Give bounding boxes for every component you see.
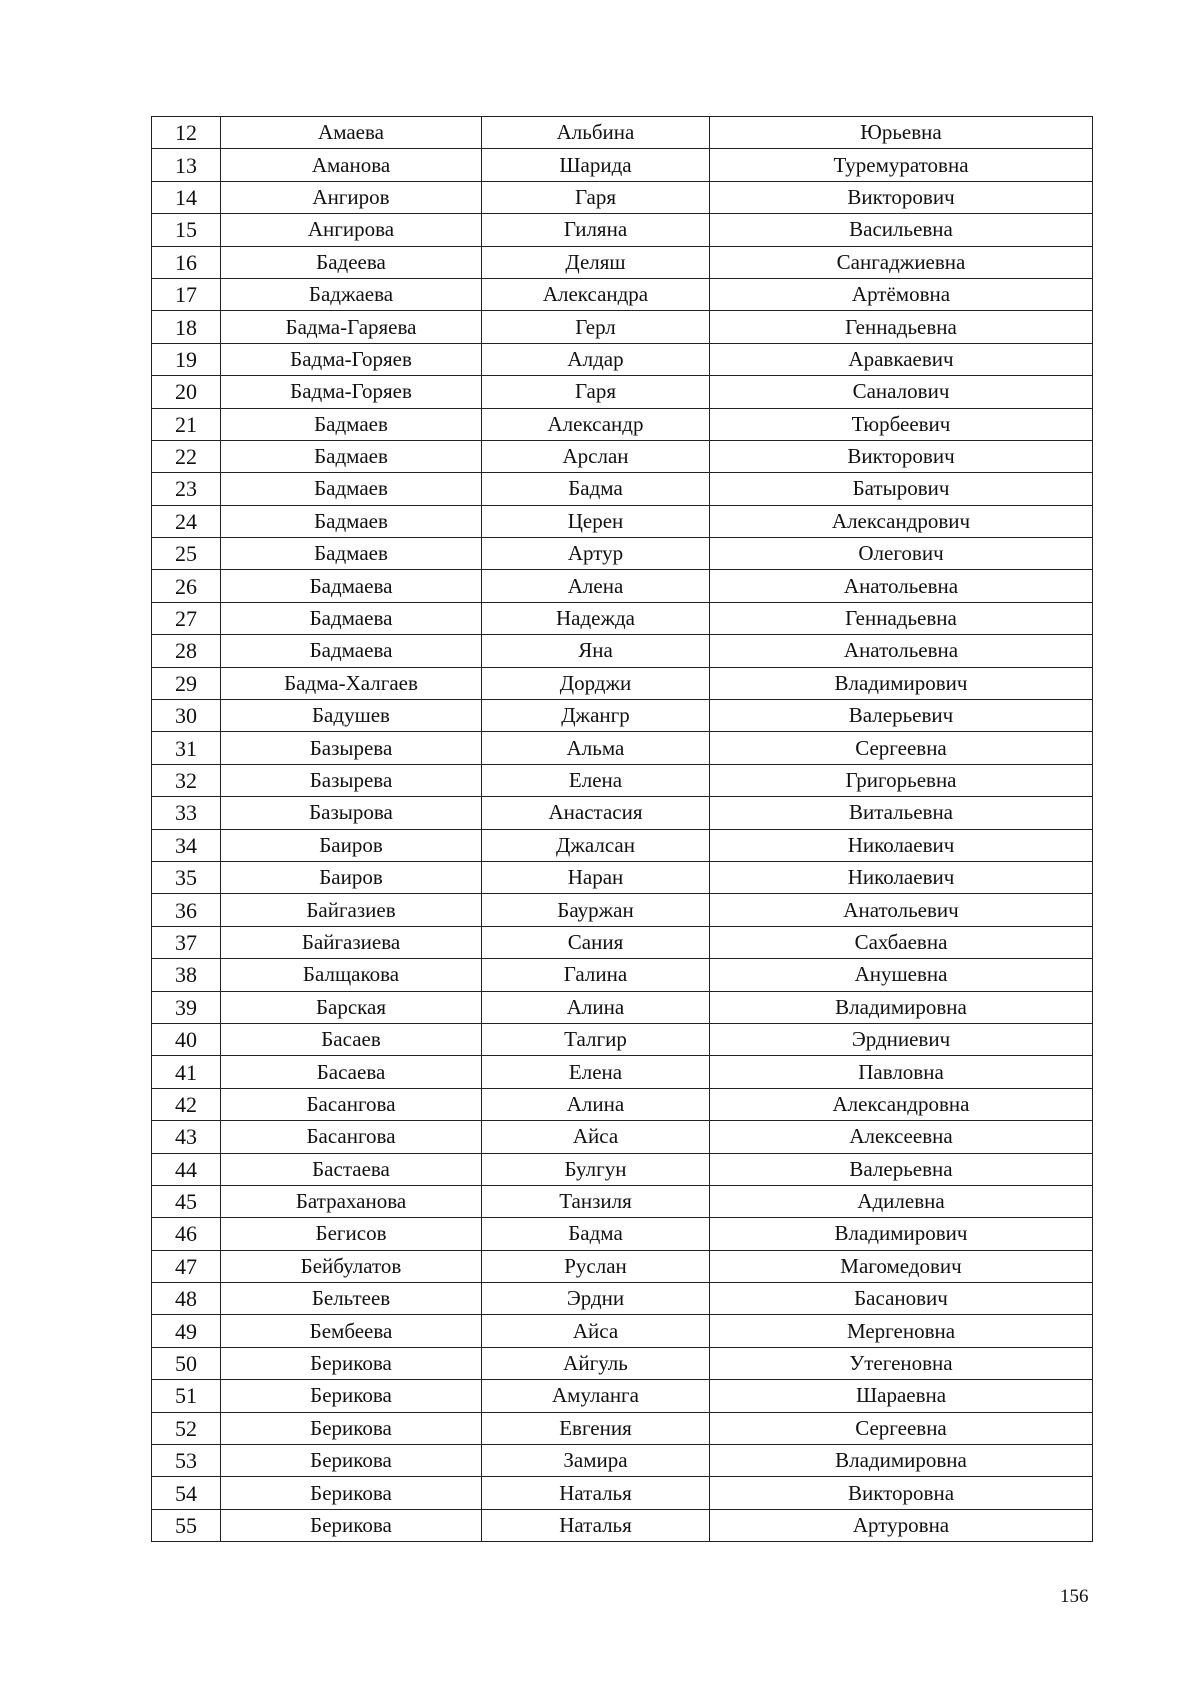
- table-row: [152, 797, 1093, 829]
- first-name-cell: Руслан: [482, 1250, 710, 1282]
- table-row: [152, 1218, 1093, 1250]
- first-name-cell: Бадма: [482, 473, 710, 505]
- last-name-cell: Бадма-Горяев: [221, 376, 482, 408]
- last-name-cell: Бембеева: [221, 1315, 482, 1347]
- row-number-cell: 19: [152, 343, 221, 375]
- last-name-cell: Бадма-Гаряева: [221, 311, 482, 343]
- last-name-cell: Берикова: [221, 1509, 482, 1541]
- last-name-cell: Базырева: [221, 764, 482, 796]
- first-name-cell: Талгир: [482, 1023, 710, 1055]
- row-number-cell: 33: [152, 797, 221, 829]
- first-name-cell: Гаря: [482, 376, 710, 408]
- row-number-cell: 29: [152, 667, 221, 699]
- row-number-cell: 55: [152, 1509, 221, 1541]
- last-name-cell: Басангова: [221, 1088, 482, 1120]
- last-name-cell: Бадмаев: [221, 538, 482, 570]
- table-row: [152, 732, 1093, 764]
- row-number-cell: 39: [152, 991, 221, 1023]
- first-name-cell: Джангр: [482, 700, 710, 732]
- last-name-cell: Бадушев: [221, 700, 482, 732]
- first-name-cell: Булгун: [482, 1153, 710, 1185]
- row-number-cell: 44: [152, 1153, 221, 1185]
- first-name-cell: Альма: [482, 732, 710, 764]
- last-name-cell: Батраханова: [221, 1185, 482, 1217]
- last-name-cell: Ангиров: [221, 181, 482, 213]
- first-name-cell: Герл: [482, 311, 710, 343]
- first-name-cell: Амуланга: [482, 1380, 710, 1412]
- first-name-cell: Наран: [482, 861, 710, 893]
- patronymic-cell: Мергеновна: [710, 1315, 1093, 1347]
- row-number-cell: 22: [152, 440, 221, 472]
- names-table: [151, 116, 1093, 1542]
- row-number-cell: 31: [152, 732, 221, 764]
- patronymic-cell: Геннадьевна: [710, 602, 1093, 634]
- patronymic-cell: Сергеевна: [710, 732, 1093, 764]
- last-name-cell: Байгазиев: [221, 894, 482, 926]
- first-name-cell: Алина: [482, 1088, 710, 1120]
- patronymic-cell: Туремуратовна: [710, 149, 1093, 181]
- table-row: [152, 181, 1093, 213]
- patronymic-cell: Николаевич: [710, 861, 1093, 893]
- first-name-cell: Наталья: [482, 1477, 710, 1509]
- patronymic-cell: Магомедович: [710, 1250, 1093, 1282]
- first-name-cell: Церен: [482, 505, 710, 537]
- table-row: [152, 117, 1093, 149]
- table-row: [152, 1185, 1093, 1217]
- names-table-body: [152, 117, 1093, 1542]
- patronymic-cell: Сахбаевна: [710, 926, 1093, 958]
- patronymic-cell: Басанович: [710, 1283, 1093, 1315]
- table-row: [152, 635, 1093, 667]
- patronymic-cell: Адилевна: [710, 1185, 1093, 1217]
- first-name-cell: Эрдни: [482, 1283, 710, 1315]
- table-row: [152, 764, 1093, 796]
- table-row: [152, 1380, 1093, 1412]
- first-name-cell: Александр: [482, 408, 710, 440]
- page-number: 156: [1060, 1586, 1089, 1607]
- patronymic-cell: Владимирович: [710, 1218, 1093, 1250]
- first-name-cell: Айса: [482, 1315, 710, 1347]
- row-number-cell: 24: [152, 505, 221, 537]
- first-name-cell: Деляш: [482, 246, 710, 278]
- first-name-cell: Галина: [482, 959, 710, 991]
- row-number-cell: 35: [152, 861, 221, 893]
- patronymic-cell: Александрович: [710, 505, 1093, 537]
- last-name-cell: Баиров: [221, 861, 482, 893]
- first-name-cell: Айса: [482, 1121, 710, 1153]
- first-name-cell: Евгения: [482, 1412, 710, 1444]
- table-row: [152, 408, 1093, 440]
- row-number-cell: 52: [152, 1412, 221, 1444]
- first-name-cell: Наталья: [482, 1509, 710, 1541]
- last-name-cell: Бадмаева: [221, 635, 482, 667]
- patronymic-cell: Сангаджиевна: [710, 246, 1093, 278]
- last-name-cell: Амаева: [221, 117, 482, 149]
- table-row: [152, 1250, 1093, 1282]
- patronymic-cell: Викторович: [710, 440, 1093, 472]
- last-name-cell: Бастаева: [221, 1153, 482, 1185]
- row-number-cell: 16: [152, 246, 221, 278]
- row-number-cell: 49: [152, 1315, 221, 1347]
- patronymic-cell: Сергеевна: [710, 1412, 1093, 1444]
- table-row: [152, 1315, 1093, 1347]
- first-name-cell: Алдар: [482, 343, 710, 375]
- table-row: [152, 1445, 1093, 1477]
- last-name-cell: Берикова: [221, 1477, 482, 1509]
- row-number-cell: 25: [152, 538, 221, 570]
- last-name-cell: Берикова: [221, 1347, 482, 1379]
- table-row: [152, 1088, 1093, 1120]
- patronymic-cell: Анатольевна: [710, 570, 1093, 602]
- row-number-cell: 30: [152, 700, 221, 732]
- patronymic-cell: Анушевна: [710, 959, 1093, 991]
- table-row: [152, 602, 1093, 634]
- patronymic-cell: Геннадьевна: [710, 311, 1093, 343]
- first-name-cell: Алина: [482, 991, 710, 1023]
- patronymic-cell: Валерьевич: [710, 700, 1093, 732]
- first-name-cell: Александра: [482, 278, 710, 310]
- last-name-cell: Байгазиева: [221, 926, 482, 958]
- last-name-cell: Бадма-Горяев: [221, 343, 482, 375]
- patronymic-cell: Викторовна: [710, 1477, 1093, 1509]
- row-number-cell: 40: [152, 1023, 221, 1055]
- first-name-cell: Надежда: [482, 602, 710, 634]
- table-row: [152, 149, 1093, 181]
- last-name-cell: Аманова: [221, 149, 482, 181]
- last-name-cell: Басаева: [221, 1056, 482, 1088]
- table-row: [152, 278, 1093, 310]
- row-number-cell: 46: [152, 1218, 221, 1250]
- last-name-cell: Базырева: [221, 732, 482, 764]
- row-number-cell: 23: [152, 473, 221, 505]
- last-name-cell: Ангирова: [221, 214, 482, 246]
- table-row: [152, 1056, 1093, 1088]
- first-name-cell: Елена: [482, 764, 710, 796]
- first-name-cell: Джалсан: [482, 829, 710, 861]
- table-row: [152, 991, 1093, 1023]
- patronymic-cell: Александровна: [710, 1088, 1093, 1120]
- first-name-cell: Танзиля: [482, 1185, 710, 1217]
- patronymic-cell: Артуровна: [710, 1509, 1093, 1541]
- row-number-cell: 45: [152, 1185, 221, 1217]
- patronymic-cell: Шараевна: [710, 1380, 1093, 1412]
- row-number-cell: 21: [152, 408, 221, 440]
- first-name-cell: Яна: [482, 635, 710, 667]
- patronymic-cell: Анатольевна: [710, 635, 1093, 667]
- last-name-cell: Бадмаева: [221, 602, 482, 634]
- table-row: [152, 1121, 1093, 1153]
- first-name-cell: Гиляна: [482, 214, 710, 246]
- row-number-cell: 50: [152, 1347, 221, 1379]
- row-number-cell: 54: [152, 1477, 221, 1509]
- first-name-cell: Шарида: [482, 149, 710, 181]
- row-number-cell: 42: [152, 1088, 221, 1120]
- last-name-cell: Бадмаев: [221, 408, 482, 440]
- patronymic-cell: Владимировна: [710, 991, 1093, 1023]
- first-name-cell: Алена: [482, 570, 710, 602]
- patronymic-cell: Алексеевна: [710, 1121, 1093, 1153]
- last-name-cell: Бельтеев: [221, 1283, 482, 1315]
- patronymic-cell: Эрдниевич: [710, 1023, 1093, 1055]
- row-number-cell: 36: [152, 894, 221, 926]
- table-row: [152, 1283, 1093, 1315]
- table-row: [152, 1412, 1093, 1444]
- row-number-cell: 26: [152, 570, 221, 602]
- row-number-cell: 18: [152, 311, 221, 343]
- table-row: [152, 473, 1093, 505]
- row-number-cell: 28: [152, 635, 221, 667]
- row-number-cell: 38: [152, 959, 221, 991]
- first-name-cell: Бауржан: [482, 894, 710, 926]
- patronymic-cell: Тюрбеевич: [710, 408, 1093, 440]
- first-name-cell: Гаря: [482, 181, 710, 213]
- table-row: [152, 829, 1093, 861]
- patronymic-cell: Олегович: [710, 538, 1093, 570]
- first-name-cell: Бадма: [482, 1218, 710, 1250]
- patronymic-cell: Анатольевич: [710, 894, 1093, 926]
- table-row: [152, 1347, 1093, 1379]
- last-name-cell: Баиров: [221, 829, 482, 861]
- patronymic-cell: Владимирович: [710, 667, 1093, 699]
- last-name-cell: Бадмаев: [221, 473, 482, 505]
- table-row: [152, 1509, 1093, 1541]
- last-name-cell: Барская: [221, 991, 482, 1023]
- last-name-cell: Бадма-Халгаев: [221, 667, 482, 699]
- table-row: [152, 667, 1093, 699]
- last-name-cell: Бегисов: [221, 1218, 482, 1250]
- table-row: [152, 376, 1093, 408]
- first-name-cell: Альбина: [482, 117, 710, 149]
- row-number-cell: 32: [152, 764, 221, 796]
- row-number-cell: 53: [152, 1445, 221, 1477]
- table-row: [152, 959, 1093, 991]
- patronymic-cell: Батырович: [710, 473, 1093, 505]
- table-row: [152, 570, 1093, 602]
- patronymic-cell: Артёмовна: [710, 278, 1093, 310]
- patronymic-cell: Васильевна: [710, 214, 1093, 246]
- patronymic-cell: Викторович: [710, 181, 1093, 213]
- table-row: [152, 1023, 1093, 1055]
- patronymic-cell: Юрьевна: [710, 117, 1093, 149]
- last-name-cell: Бадмаева: [221, 570, 482, 602]
- first-name-cell: Елена: [482, 1056, 710, 1088]
- row-number-cell: 13: [152, 149, 221, 181]
- patronymic-cell: Владимировна: [710, 1445, 1093, 1477]
- patronymic-cell: Николаевич: [710, 829, 1093, 861]
- row-number-cell: 20: [152, 376, 221, 408]
- last-name-cell: Балщакова: [221, 959, 482, 991]
- table-row: [152, 894, 1093, 926]
- table-row: [152, 246, 1093, 278]
- first-name-cell: Анастасия: [482, 797, 710, 829]
- table-row: [152, 926, 1093, 958]
- last-name-cell: Берикова: [221, 1380, 482, 1412]
- last-name-cell: Бадеева: [221, 246, 482, 278]
- row-number-cell: 51: [152, 1380, 221, 1412]
- first-name-cell: Сания: [482, 926, 710, 958]
- first-name-cell: Артур: [482, 538, 710, 570]
- first-name-cell: Замира: [482, 1445, 710, 1477]
- patronymic-cell: Утегеновна: [710, 1347, 1093, 1379]
- last-name-cell: Басангова: [221, 1121, 482, 1153]
- table-row: [152, 700, 1093, 732]
- row-number-cell: 47: [152, 1250, 221, 1282]
- table-row: [152, 1153, 1093, 1185]
- patronymic-cell: Валерьевна: [710, 1153, 1093, 1185]
- last-name-cell: Бадмаев: [221, 440, 482, 472]
- row-number-cell: 37: [152, 926, 221, 958]
- table-row: [152, 214, 1093, 246]
- patronymic-cell: Витальевна: [710, 797, 1093, 829]
- row-number-cell: 17: [152, 278, 221, 310]
- first-name-cell: Арслан: [482, 440, 710, 472]
- patronymic-cell: Аравкаевич: [710, 343, 1093, 375]
- last-name-cell: Басаев: [221, 1023, 482, 1055]
- patronymic-cell: Саналович: [710, 376, 1093, 408]
- row-number-cell: 48: [152, 1283, 221, 1315]
- last-name-cell: Берикова: [221, 1412, 482, 1444]
- row-number-cell: 12: [152, 117, 221, 149]
- row-number-cell: 15: [152, 214, 221, 246]
- last-name-cell: Баджаева: [221, 278, 482, 310]
- table-row: [152, 505, 1093, 537]
- first-name-cell: Айгуль: [482, 1347, 710, 1379]
- patronymic-cell: Григорьевна: [710, 764, 1093, 796]
- last-name-cell: Базырова: [221, 797, 482, 829]
- last-name-cell: Бейбулатов: [221, 1250, 482, 1282]
- row-number-cell: 43: [152, 1121, 221, 1153]
- table-row: [152, 311, 1093, 343]
- patronymic-cell: Павловна: [710, 1056, 1093, 1088]
- row-number-cell: 27: [152, 602, 221, 634]
- table-row: [152, 440, 1093, 472]
- row-number-cell: 41: [152, 1056, 221, 1088]
- last-name-cell: Бадмаев: [221, 505, 482, 537]
- table-row: [152, 1477, 1093, 1509]
- first-name-cell: Дорджи: [482, 667, 710, 699]
- table-row: [152, 861, 1093, 893]
- table-row: [152, 343, 1093, 375]
- row-number-cell: 14: [152, 181, 221, 213]
- row-number-cell: 34: [152, 829, 221, 861]
- table-row: [152, 538, 1093, 570]
- last-name-cell: Берикова: [221, 1445, 482, 1477]
